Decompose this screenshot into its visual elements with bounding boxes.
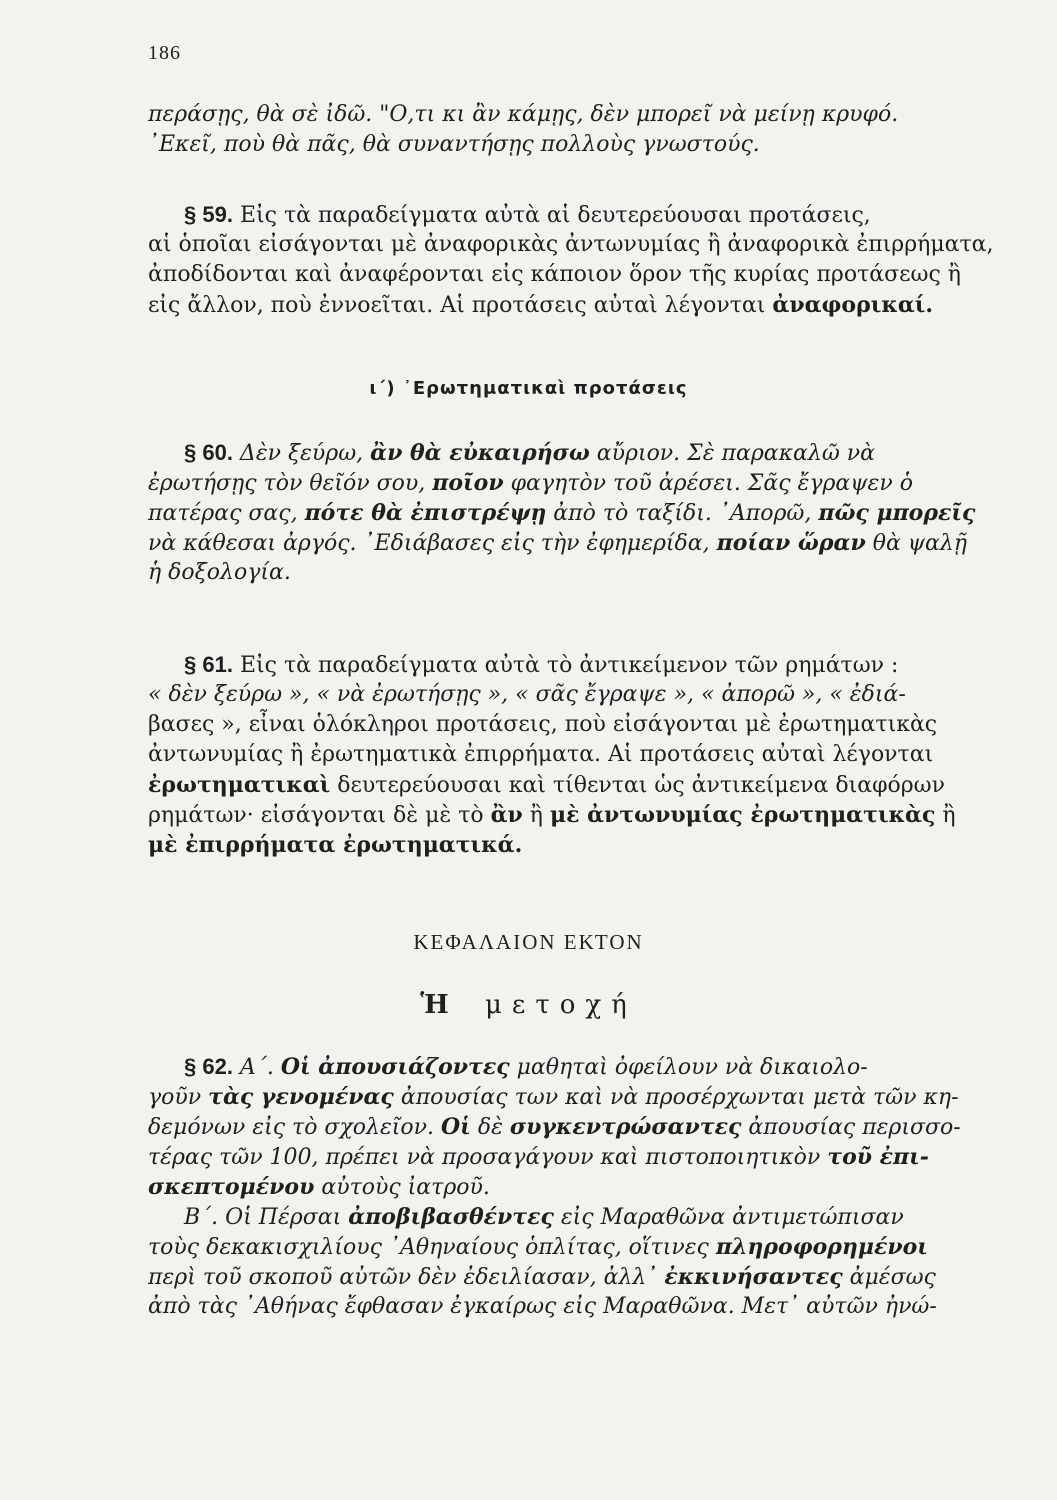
text-run: Δὲν ξεύρω,	[232, 441, 371, 466]
section-62	[148, 1052, 984, 1322]
section-number: § 60.	[184, 440, 233, 465]
term-bold: ἀποβιβασθέντες	[348, 1204, 554, 1230]
text-run: δεμόνων εἰς τὸ σχολεῖον.	[148, 1115, 442, 1140]
text-run: Β΄. Οἱ Πέρσαι	[184, 1205, 349, 1230]
section-59	[148, 200, 994, 320]
term-bold: ἐκκινήσαντες	[664, 1264, 843, 1290]
text-line: περάσῃς, θὰ σὲ ἰδῶ. "Ο,τι κι ἂν κάμῃς, δὲν μπορεῖ νὰ μείνῃ κρυφό.	[148, 102, 899, 127]
text-line: ἡ δοξολογία.	[148, 560, 291, 585]
text-run: αὔριον. Σὲ παρακαλῶ νὰ	[589, 441, 876, 466]
text-run: δευτερεύουσαι καὶ τίθενται ὡς ἀντικείμενα διαφόρων	[330, 773, 945, 798]
text-line: Εἰς τὰ παραδείγματα αὐτὰ τὸ ἀντικείμενον τῶν ρημάτων :	[239, 653, 899, 678]
term-bold: πότε θὰ ἐπιστρέψῃ	[304, 500, 547, 526]
text-run: πατέρας σας,	[148, 501, 305, 526]
text-line: εἰς ἄλλον, ποὺ ἐννοεῖται. Αἱ προτάσεις αὐταὶ λέγονται	[148, 293, 773, 318]
text-line: Εἰς τὰ παραδείγματα αὐτὰ αἱ δευτερεύουσαι προτάσεις,	[239, 203, 871, 228]
term-bold: ποῖον	[432, 470, 504, 496]
section-number: § 59.	[184, 202, 233, 227]
term-bold: μὲ ἐπιρρήματα ἐρωτηματικά.	[148, 832, 523, 858]
text-run: μαθηταὶ ὀφείλουν νὰ δικαιολο-	[509, 1055, 868, 1080]
text-run: ἀπουσίας περισσο-	[741, 1115, 961, 1140]
term-bold: μὲ ἀντωνυμίας ἐρωτηματικὰς	[549, 802, 936, 828]
text-run: νὰ κάθεσαι ἀργός. ᾽Εδιάβασες εἰς τὴν ἐφημερίδα,	[148, 531, 717, 556]
text-run: αὐτοὺς ἰατροῦ.	[314, 1175, 490, 1200]
text-line: ἀντωνυμίας ἢ ἐρωτηματικὰ ἐπιρρήματα. Αἱ προτάσεις αὐταὶ λέγονται	[148, 742, 934, 767]
section-number: § 61.	[184, 652, 233, 677]
term-bold: ἂν	[490, 802, 523, 828]
text-run: ἀπὸ τὸ ταξίδι. ᾽Απορῶ,	[546, 501, 819, 526]
text-run: τέρας τῶν 100, πρέπει νὰ προσαγάγουν καὶ πιστοποιητικὸν	[148, 1145, 828, 1170]
term-bold: πῶς μπορεῖς	[818, 500, 976, 526]
term-bold: σκεπτομένου	[148, 1174, 315, 1200]
section-61	[148, 650, 984, 860]
term-bold: Οἱ	[441, 1114, 471, 1140]
term-bold: τὰς γενομένας	[208, 1084, 394, 1110]
term-bold: Οἱ ἀπουσιάζοντες	[280, 1054, 510, 1080]
term-bold: τοῦ ἐπι-	[827, 1144, 929, 1170]
text-line: βασες », εἶναι ὁλόκληροι προτάσεις, ποὺ εἰσάγονται μὲ ἐρωτηματικὰς	[148, 712, 938, 737]
paragraph-continuation	[148, 100, 984, 160]
title-word: μετοχή	[484, 990, 637, 1020]
text-run: περὶ τοῦ σκοποῦ αὐτῶν δὲν ἐδειλίασαν, ἀλλ᾽	[148, 1265, 665, 1290]
section-number: § 62.	[184, 1054, 233, 1079]
term-bold: πληροφορημένοι	[715, 1234, 928, 1260]
text-run: δὲ	[470, 1115, 510, 1140]
text-run: θὰ ψαλῇ	[865, 531, 968, 556]
text-run: τοὺς δεκακισχιλίους ᾽Αθηναίους ὁπλίτας, οἵτινες	[148, 1235, 716, 1260]
term-bold: ποίαν ὥραν	[716, 530, 866, 556]
subheading: ι΄) ᾽Ερωτηματικαὶ προτάσεις	[369, 378, 688, 399]
text-run: εἰς Μαραθῶνα ἀντιμετώπισαν	[553, 1205, 904, 1230]
term-bold: συγκεντρώσαντες	[509, 1114, 742, 1140]
chapter-title	[0, 990, 1057, 1020]
text-line: « δὲν ξεύρω », « νὰ ἐρωτήσῃς », « σᾶς ἔγραψε », « ἀπορῶ », « ἐδιά-	[148, 682, 906, 707]
chapter-heading: ΚΕΦΑΛΑΙΟΝ ΕΚΤΟΝ	[413, 930, 644, 954]
page-number: 186	[148, 42, 181, 64]
text-run: ἢ	[522, 803, 550, 828]
title-article: Ἡ	[420, 990, 467, 1020]
text-run: Α΄.	[232, 1055, 281, 1080]
text-run: γοῦν	[148, 1085, 209, 1110]
text-run: ἐρωτήσῃς τὸν θεῖόν σου,	[148, 471, 433, 496]
section-60	[148, 438, 984, 588]
text-line: ᾽Εκεῖ, ποὺ θὰ πᾶς, θὰ συναντήσῃς πολλοὺς γνωστούς.	[148, 132, 760, 157]
text-run: φαγητὸν τοῦ ἀρέσει. Σᾶς ἔγραψεν ὁ	[503, 471, 913, 496]
term-bold: ἀναφορικαί.	[772, 292, 934, 318]
text-line: ἀπὸ τὰς ᾽Αθήνας ἔφθασαν ἐγκαίρως εἰς Μαραθῶνα. Μετ᾽ αὐτῶν ἠνώ-	[148, 1294, 937, 1319]
text-run: ἀμέσως	[842, 1265, 936, 1290]
term-bold: ἐρωτηματικαὶ	[148, 772, 331, 798]
text-line: ἀποδίδονται καὶ ἀναφέρονται εἰς κάποιον ὅρον τῆς κυρίας προτάσεως ἢ	[148, 262, 961, 287]
text-run: ἀπουσίας των καὶ νὰ προσέρχωνται μετὰ τῶν κη-	[393, 1085, 959, 1110]
text-run: ρημάτων· εἰσάγονται δὲ μὲ τὸ	[148, 803, 491, 828]
text-run: ἢ	[935, 803, 956, 828]
term-bold: ἂν θὰ εὐκαιρήσω	[370, 440, 590, 466]
text-line: αἱ ὁποῖαι εἰσάγονται μὲ ἀναφορικὰς ἀντωνυμίας ἢ ἀναφορικὰ ἐπιρρήματα,	[148, 232, 994, 257]
